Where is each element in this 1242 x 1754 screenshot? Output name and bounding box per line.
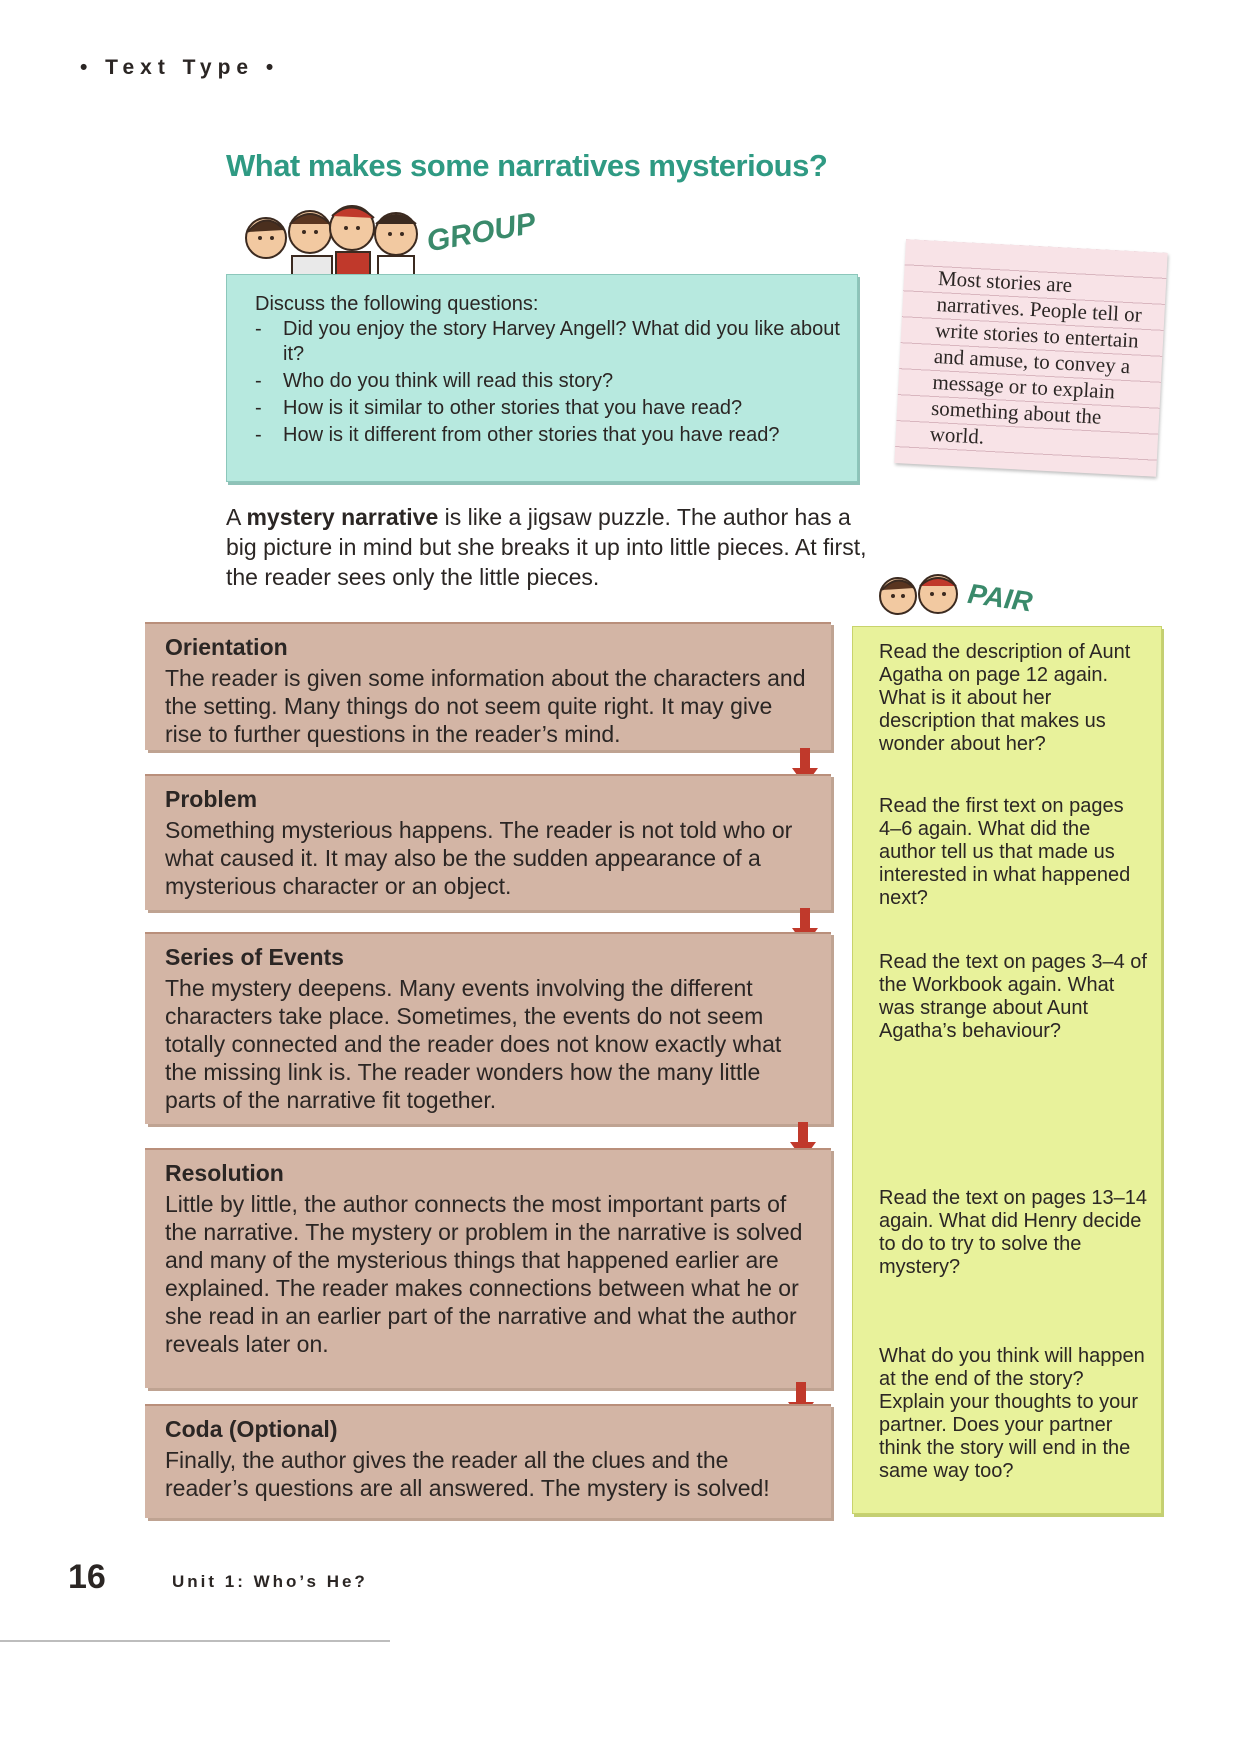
stage-heading: Resolution <box>165 1160 284 1186</box>
intro-rest: is like a jigsaw puzzle. The author has a big picture in mind but she breaks it up into little pieces. At first, the reader sees only the little pieces. <box>226 504 867 590</box>
note-text: Most stories are narratives. People tell or write stories to entertain and amuse, to convey a message or to explain something about the world. <box>929 266 1143 449</box>
intro-lead: A <box>226 504 247 530</box>
note-card <box>894 239 1167 476</box>
group-badge: GROUP <box>424 206 539 259</box>
stage-body: Little by little, the author connects the most important parts of the narrative. The mystery or problem in the narrative is solved and many of the mysterious things that happened earlier are explained. The reader makes connections between what he or she read in an earlier part of the narrative and what the author reveals later on. <box>165 1191 803 1357</box>
page-title: What makes some narratives mysterious? <box>226 148 828 183</box>
stage-heading: Problem <box>165 786 258 812</box>
section-label: • Text Type • <box>80 56 280 79</box>
stage-body: Something mysterious happens. The reader is not told who or what caused it. It may also be the sudden appearance of a mysterious character or an object. <box>165 817 793 899</box>
pair-question: Read the text on pages 3–4 of the Workbook again. What was strange about Aunt Agatha’s behaviour? <box>879 951 1147 1042</box>
pair-question: Read the first text on pages 4–6 again. What did the author tell us that made us interested in what happened next? <box>879 795 1131 909</box>
group-question-list <box>255 317 857 450</box>
pair-question: What do you think will happen at the end of the story? Explain your thoughts to your partner. Does your partner think the story will end in the same way too? <box>879 1345 1145 1482</box>
group-question: - Who do you think will read this story? <box>255 369 857 394</box>
stage-heading: Series of Events <box>165 944 344 970</box>
pair-badge: PAIR <box>965 577 1035 618</box>
stage-heading: Coda (Optional) <box>165 1416 338 1442</box>
intro-keyword: mystery narrative <box>246 504 439 530</box>
page-number: 16 <box>68 1558 106 1596</box>
stage-box-problem <box>145 774 831 910</box>
intro-paragraph <box>226 502 876 592</box>
group-discussion-box <box>226 274 858 482</box>
stage-box-coda <box>145 1404 831 1518</box>
stage-box-orientation <box>145 622 831 750</box>
stage-body: The mystery deepens. Many events involving the different characters take place. Sometimes, the events do not seem totally connected and the reader does not know exactly what the missing link is. The reader wonders how the many little parts of the narrative fit together. <box>165 975 782 1113</box>
group-question: - How is it different from other stories that you have read? <box>255 423 857 448</box>
stage-box-series-of-events <box>145 932 831 1124</box>
pair-activity-panel <box>852 626 1162 1514</box>
pair-question: Read the description of Aunt Agatha on page 12 again. What is it about her description that makes us wonder about her? <box>879 641 1131 755</box>
stage-body: Finally, the author gives the reader all the clues and the reader’s questions are all answered. The mystery is solved! <box>165 1447 770 1501</box>
group-question: - How is it similar to other stories that you have read? <box>255 396 857 421</box>
bottom-divider <box>0 1640 390 1642</box>
unit-label: Unit 1: Who’s He? <box>172 1572 368 1591</box>
group-intro: Discuss the following questions: <box>255 293 539 315</box>
pair-question: Read the text on pages 13–14 again. What did Henry decide to do to try to solve the mystery? <box>879 1187 1147 1278</box>
stage-heading: Orientation <box>165 634 288 660</box>
stage-box-resolution <box>145 1148 831 1388</box>
stage-body: The reader is given some information about the characters and the setting. Many things do not seem quite right. It may give rise to further questions in the reader’s mind. <box>165 665 806 747</box>
pair-children-illustration <box>876 566 1076 630</box>
group-question: - Did you enjoy the story Harvey Angell? What did you like about it? <box>255 317 857 367</box>
